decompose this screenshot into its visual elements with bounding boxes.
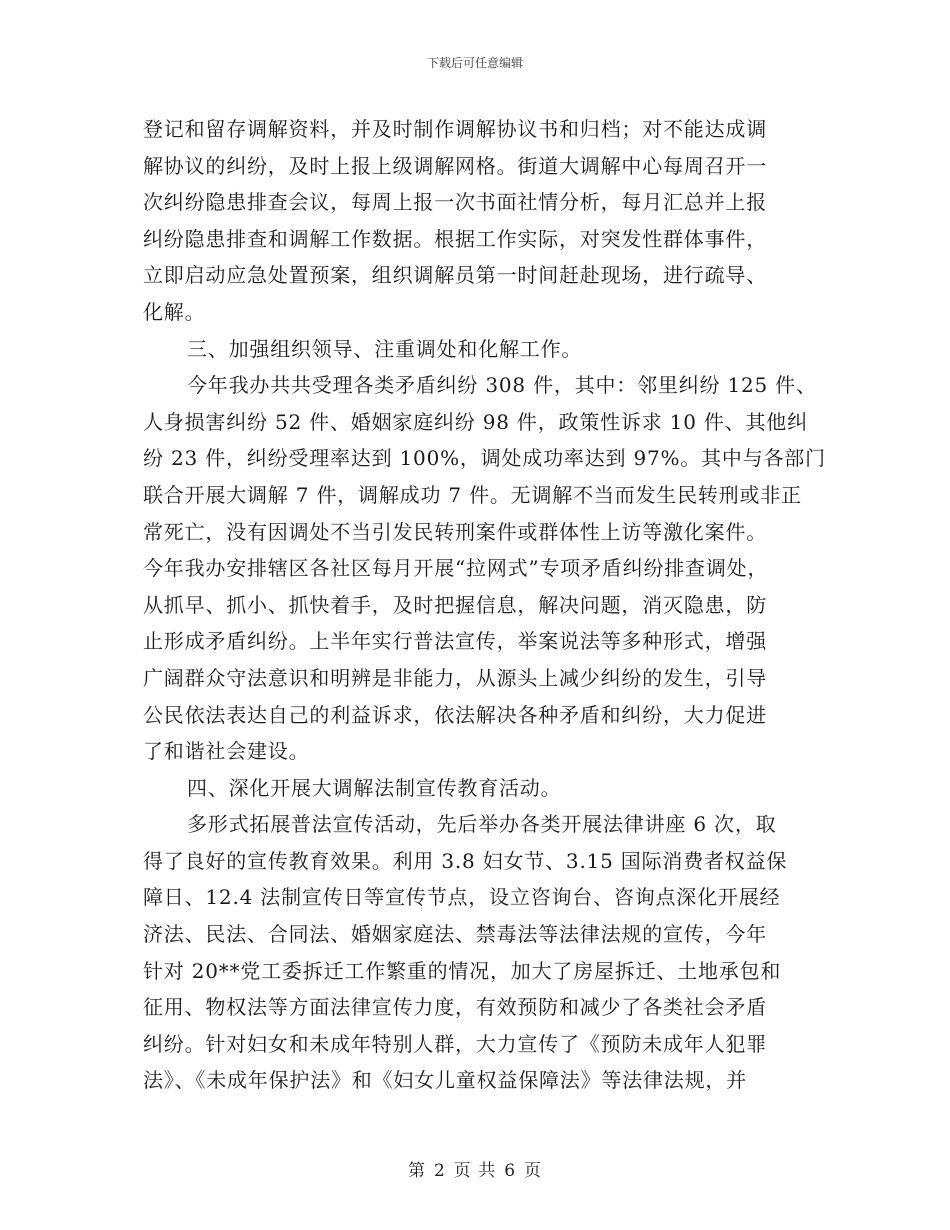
text-line: 纠纷隐患排查和调解工作数据。根据工作实际，对突发性群体事件， [143,226,767,251]
text-line: 公民依法表达自己的利益诉求，依法解决各种矛盾和纠纷，大力促进 [143,702,767,727]
text-line: 针对 20**党工委拆迁工作繁重的情况，加大了房屋拆迁、土地承包和 [143,958,782,983]
page-number-footer [0,1156,950,1181]
footer-suffix: 页 [524,1161,543,1181]
text-line: 登记和留存调解资料，并及时制作调解协议书和归档；对不能达成调 [143,117,767,141]
footer-mid: 页 共 [453,1161,497,1181]
text-line: 解协议的纠纷，及时上报上级调解网格。街道大调解中心每周召开一 [143,153,767,178]
text-line: 今年我办共共受理各类矛盾纠纷 308 件，其中：邻里纠纷 125 件、 [187,373,817,398]
text-line: 今年我办安排辖区各社区每月开展“拉网式”专项矛盾纠纷排查调处， [143,556,769,581]
text-line: 征用、物权法等方面法律宣传力度，有效预防和减少了各类社会矛盾 [143,995,767,1020]
text-line: 立即启动应急处置预案，组织调解员第一时间赶赴现场，进行疏导、 [143,263,767,288]
text-line: 次纠纷隐患排查会议，每周上报一次书面社情分析，每月汇总并上报 [143,190,767,215]
text-line: 多形式拓展普法宣传活动，先后举办各类开展法律讲座 6 次，取 [187,812,777,837]
text-line: 联合开展大调解 7 件，调解成功 7 件。无调解不当而发生民转刑或非正 [143,482,802,507]
text-line: 济法、民法、合同法、婚姻家庭法、禁毒法等法律法规的宣传，今年 [143,922,767,947]
text-line: 广阔群众守法意识和明辨是非能力，从源头上减少纠纷的发生，引导 [143,665,767,690]
page-header-note: 下载后可任意编辑 [426,56,523,70]
text-line: 纷 23 件，纠纷受理率达到 100%，调处成功率达到 97%。其中与各部门 [143,446,826,471]
text-line: 纠纷。针对妇女和未成年特别人群，大力宣传了《预防未成年人犯罪 [143,1031,767,1056]
text-line: 人身损害纠纷 52 件、婚姻家庭纠纷 98 件，政策性诉求 10 件、其他纠 [143,409,808,434]
section-heading: 四、深化开展大调解法制宣传教育活动。 [187,775,562,800]
text-line: 法》、《未成年保护法》和《妇女儿童权益保障法》等法律法规，并 [143,1068,747,1093]
document-body [143,111,826,1099]
text-line: 止形成矛盾纠纷。上半年实行普法宣传，举案说法等多种形式，增强 [143,629,767,654]
text-line: 障日、12.4 法制宣传日等宣传节点，设立咨询台、咨询点深化开展经 [143,885,781,910]
text-line: 从抓早、抓小、抓快着手，及时把握信息，解决问题，消灭隐患，防 [143,592,767,617]
footer-page-number: 2 [433,1161,446,1181]
section-heading: 三、加强组织领导、注重调处和化解工作。 [187,336,583,361]
footer-total-pages: 6 [504,1161,517,1181]
text-line: 得了良好的宣传教育效果。利用 3.8 妇女节、3.15 国际消费者权益保 [143,848,788,873]
text-line: 化解。 [143,299,206,324]
text-line: 了和谐社会建设。 [143,739,310,764]
text-line: 常死亡，没有因调处不当引发民转刑案件或群体性上访等激化案件。 [143,519,767,544]
footer-prefix: 第 [407,1161,426,1181]
